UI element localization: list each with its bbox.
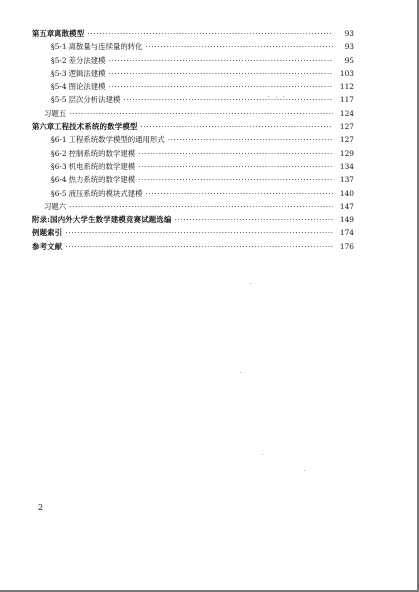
toc-entry-label: §6-5 bbox=[51, 188, 67, 198]
scan-speck bbox=[283, 96, 284, 97]
toc-entry-label: §5-1 bbox=[51, 42, 67, 52]
dot-leader bbox=[138, 147, 333, 160]
toc-entry-page: 140 bbox=[339, 188, 354, 198]
toc-entry-section[interactable] bbox=[32, 187, 354, 200]
dot-leader bbox=[109, 54, 333, 67]
toc-entry-title: 层次分析法建模 bbox=[68, 95, 121, 105]
scan-speck bbox=[250, 283, 251, 284]
toc-entry-label: 第五章 bbox=[32, 29, 55, 38]
toc-entry-page: 147 bbox=[339, 201, 354, 211]
table-of-contents bbox=[32, 27, 354, 253]
scan-speck bbox=[240, 372, 241, 373]
toc-entry-label: §6-2 bbox=[51, 148, 67, 158]
toc-entry-title: 离散量与连续量的转化 bbox=[68, 42, 143, 52]
dot-leader bbox=[138, 173, 333, 186]
toc-entry-title: 习题五 bbox=[44, 108, 67, 118]
toc-entry-title: 工程系统数学模型的通用形式 bbox=[68, 135, 165, 145]
dot-leader bbox=[146, 40, 333, 53]
toc-entry-label: §5-5 bbox=[51, 95, 67, 105]
toc-entry-title: 参考文献 bbox=[32, 241, 63, 251]
toc-entry-label: §6-4 bbox=[51, 175, 67, 185]
toc-entry-page: 127 bbox=[339, 122, 354, 132]
dot-leader bbox=[168, 133, 333, 146]
toc-entry-title: 控制系统的数学建模 bbox=[68, 148, 136, 158]
toc-entry-label: §5-2 bbox=[51, 55, 67, 65]
dot-leader bbox=[123, 93, 333, 106]
toc-entry-title: 附录:国内外大学生数学建模竞赛试题选编 bbox=[32, 215, 172, 225]
toc-entry-title: 离散模型 bbox=[54, 29, 85, 38]
toc-entry-page: 103 bbox=[339, 68, 354, 78]
toc-entry-page: 127 bbox=[339, 135, 354, 145]
toc-entry-title: 例题索引 bbox=[32, 228, 63, 238]
toc-entry-chapter[interactable] bbox=[32, 240, 354, 253]
toc-entry-chapter[interactable] bbox=[32, 27, 354, 40]
toc-entry-label: §5-4 bbox=[51, 82, 67, 92]
scan-speck bbox=[262, 454, 263, 455]
toc-entry-title: 液压系统的模块式建模 bbox=[68, 188, 143, 198]
toc-entry-label: §6-1 bbox=[51, 135, 67, 145]
toc-entry-page: 93 bbox=[344, 29, 354, 38]
scan-speck bbox=[268, 96, 269, 97]
dot-leader bbox=[141, 120, 334, 133]
dot-leader bbox=[175, 213, 333, 226]
toc-entry-section[interactable] bbox=[32, 93, 354, 106]
scan-speck bbox=[304, 470, 305, 471]
dot-leader bbox=[138, 160, 333, 173]
dot-leader bbox=[109, 67, 333, 80]
dot-leader bbox=[65, 226, 333, 239]
toc-entry-section[interactable] bbox=[32, 173, 354, 186]
dot-leader bbox=[87, 27, 333, 40]
toc-entry-page: 129 bbox=[339, 148, 354, 158]
toc-entry-label: §6-3 bbox=[51, 161, 67, 171]
toc-entry-page: 93 bbox=[344, 42, 354, 52]
toc-entry-page: 112 bbox=[339, 82, 354, 92]
toc-entry-page: 176 bbox=[339, 241, 354, 251]
toc-entry-title: 机电系统的数学建模 bbox=[68, 161, 136, 171]
toc-entry-chapter[interactable] bbox=[32, 226, 354, 239]
toc-entry-label: §5-3 bbox=[51, 68, 67, 78]
toc-entry-chapter[interactable] bbox=[32, 120, 354, 133]
toc-entry-title: 工程技术系统的数学模型 bbox=[54, 122, 138, 132]
toc-entry-page: 149 bbox=[339, 215, 354, 225]
toc-entry-title: 图论法建模 bbox=[68, 82, 106, 92]
dot-leader bbox=[146, 187, 333, 200]
toc-entry-section[interactable] bbox=[32, 54, 354, 67]
dot-leader bbox=[65, 240, 333, 253]
toc-entry-section[interactable] bbox=[32, 80, 354, 93]
toc-entry-section[interactable] bbox=[32, 160, 354, 173]
toc-entry-label: 第六章 bbox=[32, 122, 55, 132]
toc-entry-title: 热力系统的数学建模 bbox=[68, 175, 136, 185]
dot-leader bbox=[109, 80, 333, 93]
page-number: 2 bbox=[38, 503, 44, 512]
dot-leader bbox=[69, 200, 333, 213]
dot-leader bbox=[69, 107, 333, 120]
toc-entry-title: 习题六 bbox=[44, 201, 67, 211]
toc-entry-page: 117 bbox=[339, 95, 354, 105]
toc-entry-exercise[interactable] bbox=[32, 107, 354, 120]
toc-entry-section[interactable] bbox=[32, 133, 354, 146]
toc-entry-page: 174 bbox=[339, 228, 354, 238]
toc-entry-page: 95 bbox=[344, 55, 354, 65]
toc-entry-chapter[interactable] bbox=[32, 213, 354, 226]
toc-entry-exercise[interactable] bbox=[32, 200, 354, 213]
toc-entry-title: 差分法建模 bbox=[68, 55, 106, 65]
toc-entry-section[interactable] bbox=[32, 67, 354, 80]
toc-entry-section[interactable] bbox=[32, 147, 354, 160]
scan-speck bbox=[276, 97, 277, 98]
toc-entry-page: 124 bbox=[339, 108, 354, 118]
toc-entry-title: 逻辑法建模 bbox=[68, 68, 106, 78]
toc-entry-page: 134 bbox=[339, 161, 354, 171]
toc-entry-section[interactable] bbox=[32, 40, 354, 53]
toc-entry-page: 137 bbox=[339, 175, 354, 185]
